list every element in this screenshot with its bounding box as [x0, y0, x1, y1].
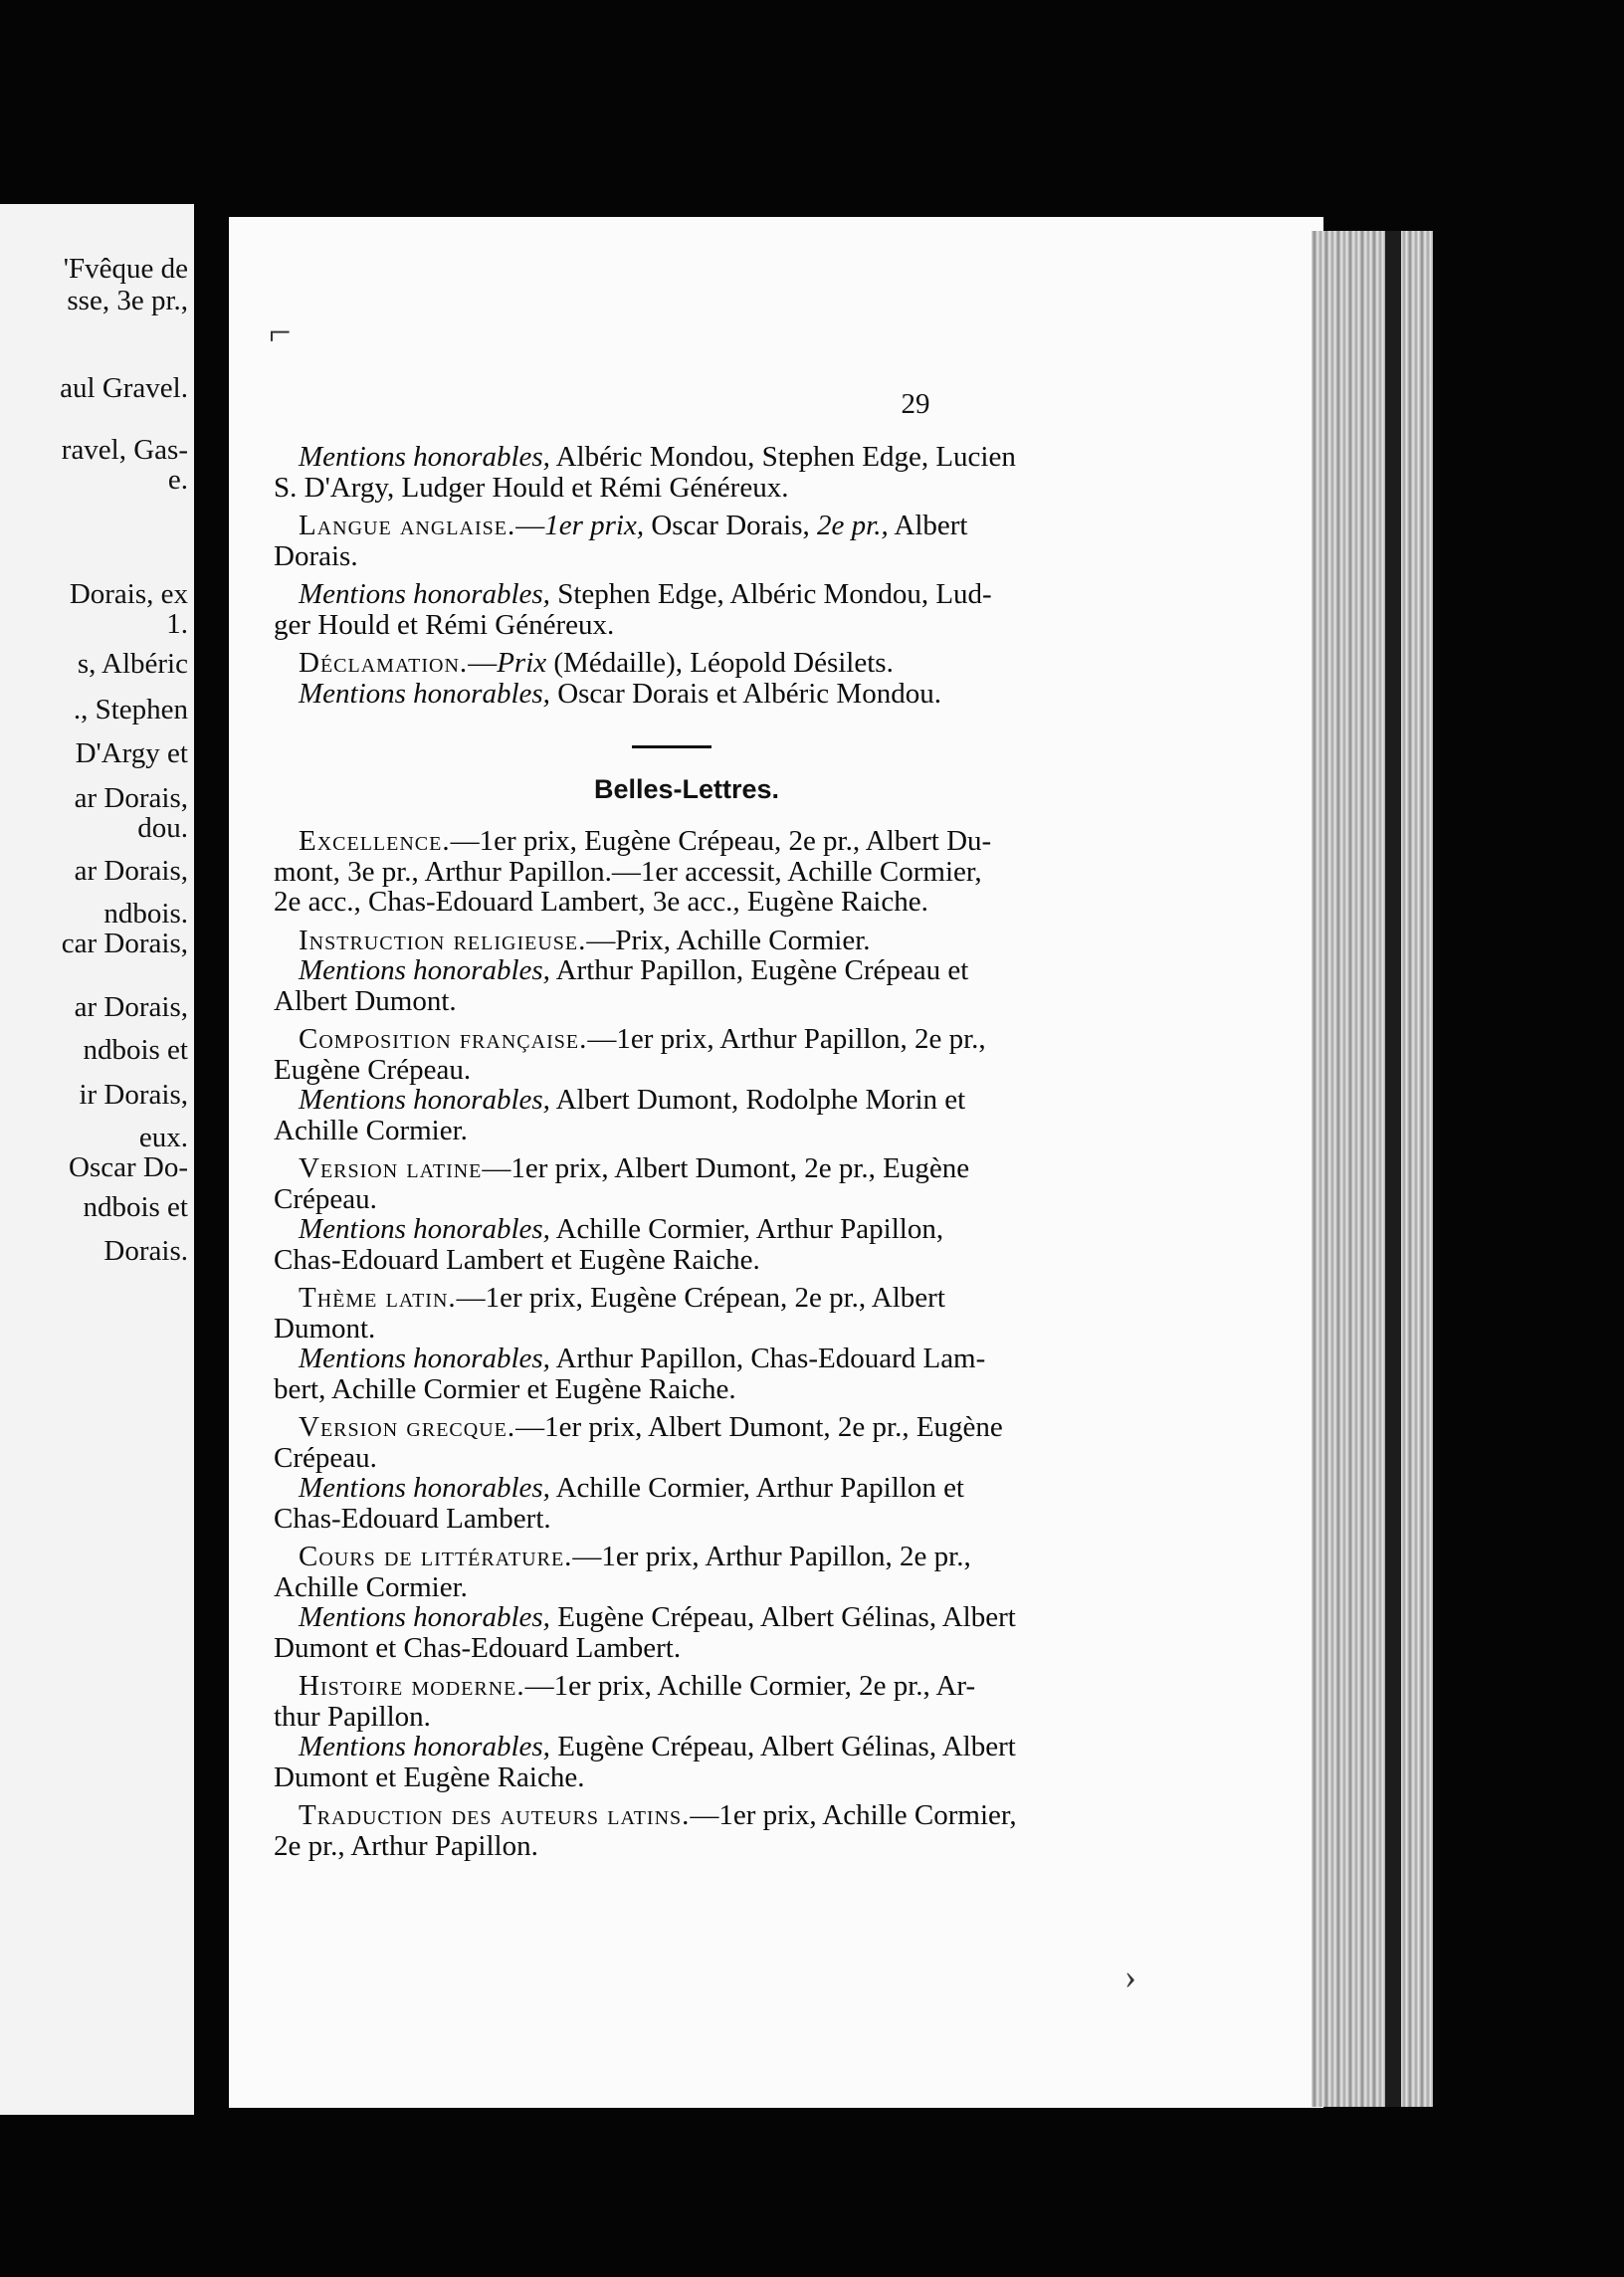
- top-section: [274, 442, 1299, 709]
- text-line: Version latine—1er prix, Albert Dumont, 2e pr., Eugène: [299, 1152, 970, 1184]
- text-line: Mentions honorables, Eugène Crépeau, Albert Gélinas, Albert: [299, 1731, 1016, 1762]
- text-line: Instruction religieuse.—Prix, Achille Cormier.: [299, 924, 871, 956]
- text-line: bert, Achille Cormier et Eugène Raiche.: [274, 1372, 736, 1405]
- text-line: Version grecque.—1er prix, Albert Dumont, 2e pr., Eugène: [299, 1411, 1003, 1443]
- left-page-text: s, Albéric: [77, 648, 188, 680]
- text-line: Dumont.: [274, 1312, 376, 1345]
- left-page-text: ndbois et: [83, 1191, 188, 1223]
- left-page-text: eux.: [138, 1122, 188, 1153]
- left-page-text: D'Argy et: [75, 737, 188, 769]
- text-line: Mentions honorables, Eugène Crépeau, Albert Gélinas, Albert: [299, 1601, 1016, 1633]
- text-line: Chas-Edouard Lambert et Eugène Raiche.: [274, 1243, 760, 1276]
- text-line: Excellence.—1er prix, Eugène Crépeau, 2e pr., Albert Du-: [299, 825, 992, 857]
- text-line: Dorais.: [274, 539, 358, 572]
- text-line: Déclamation.—Prix (Médaille), Léopold Désilets.: [299, 647, 894, 679]
- section-divider: [632, 745, 711, 748]
- page-edge-stack: [1312, 231, 1433, 2107]
- text-line: Mentions honorables, Albéric Mondou, Stephen Edge, Lucien: [299, 441, 1016, 473]
- pencil-mark-icon: ⌐: [269, 310, 292, 354]
- left-page-text: e.: [167, 464, 188, 496]
- left-page-text: car Dorais,: [61, 928, 188, 959]
- text-line: Achille Cormier.: [274, 1570, 468, 1603]
- text-line: Achille Cormier.: [274, 1114, 468, 1146]
- text-line: Chas-Edouard Lambert.: [274, 1502, 551, 1535]
- pencil-chevron-icon: ›: [1124, 1957, 1136, 1996]
- text-line: S. D'Argy, Ludger Hould et Rémi Généreux.: [274, 471, 789, 504]
- left-page-text: Dorais, ex: [69, 578, 188, 610]
- text-line: Mentions honorables, Achille Cormier, Arthur Papillon,: [299, 1213, 944, 1245]
- text-line: thur Papillon.: [274, 1700, 431, 1733]
- text-line: Mentions honorables, Arthur Papillon, Chas-Edouard Lam-: [299, 1343, 986, 1374]
- text-line: Mentions honorables, Arthur Papillon, Eugène Crépeau et: [299, 954, 969, 986]
- page-29: [229, 217, 1323, 2108]
- left-page-text: ar Dorais,: [74, 991, 188, 1023]
- left-page-text: aul Gravel.: [60, 372, 188, 404]
- text-line: ger Hould et Rémi Généreux.: [274, 608, 615, 641]
- text-line: Mentions honorables, Stephen Edge, Albéric Mondou, Lud-: [299, 578, 992, 610]
- text-line: Dumont et Chas-Edouard Lambert.: [274, 1631, 682, 1664]
- left-page-text: ndbois.: [103, 898, 188, 930]
- left-page-fragment: [0, 204, 194, 2115]
- text-line: Cours de littérature.—1er prix, Arthur Papillon, 2e pr.,: [299, 1541, 971, 1572]
- text-line: Mentions honorables, Oscar Dorais et Albéric Mondou.: [299, 677, 941, 710]
- text-line: Histoire moderne.—1er prix, Achille Cormier, 2e pr., Ar-: [299, 1670, 976, 1702]
- text-line: mont, 3e pr., Arthur Papillon.—1er accessit, Achille Cormier,: [274, 855, 982, 888]
- left-page-text: ar Dorais,: [74, 782, 188, 814]
- page-number: 29: [901, 388, 930, 420]
- text-line: Dumont et Eugène Raiche.: [274, 1760, 585, 1793]
- text-line: Eugène Crépeau.: [274, 1053, 472, 1086]
- text-line: 2e acc., Chas-Edouard Lambert, 3e acc., Eugène Raiche.: [274, 886, 928, 918]
- text-line: Crépeau.: [274, 1182, 377, 1215]
- belles-lettres-section: [274, 826, 1299, 1861]
- left-page-text: 'Fvêque de: [63, 253, 188, 285]
- left-page-text: sse, 3e pr.,: [67, 285, 188, 316]
- text-line: Langue anglaise.—1er prix, Oscar Dorais, 2e pr., Albert: [299, 510, 968, 541]
- left-page-text: ., Stephen: [73, 694, 188, 725]
- text-line: Mentions honorables, Albert Dumont, Rodolphe Morin et: [299, 1084, 966, 1116]
- left-page-text: ndbois et: [83, 1034, 188, 1066]
- left-page-text: ir Dorais,: [79, 1079, 188, 1111]
- text-line: Traduction des auteurs latins.—1er prix, Achille Cormier,: [299, 1799, 1017, 1831]
- left-page-text: dou.: [137, 812, 188, 844]
- section-heading: Belles-Lettres.: [593, 774, 780, 804]
- left-page-text: 1.: [166, 608, 188, 640]
- text-line: 2e pr., Arthur Papillon.: [274, 1829, 538, 1862]
- text-line: Composition française.—1er prix, Arthur Papillon, 2e pr.,: [299, 1023, 986, 1055]
- text-line: Crépeau.: [274, 1441, 377, 1474]
- text-line: Mentions honorables, Achille Cormier, Arthur Papillon et: [299, 1472, 964, 1504]
- text-line: Albert Dumont.: [274, 984, 457, 1017]
- left-page-text: ravel, Gas-: [61, 434, 188, 466]
- page-edge-shadow: [1385, 231, 1401, 2107]
- left-page-text: Oscar Do-: [69, 1151, 188, 1183]
- text-line: Thème latin.—1er prix, Eugène Crépean, 2e pr., Albert: [299, 1282, 945, 1314]
- left-page-text: ar Dorais,: [74, 855, 188, 887]
- left-page-text: Dorais.: [103, 1235, 188, 1267]
- book-gutter: [194, 199, 229, 2120]
